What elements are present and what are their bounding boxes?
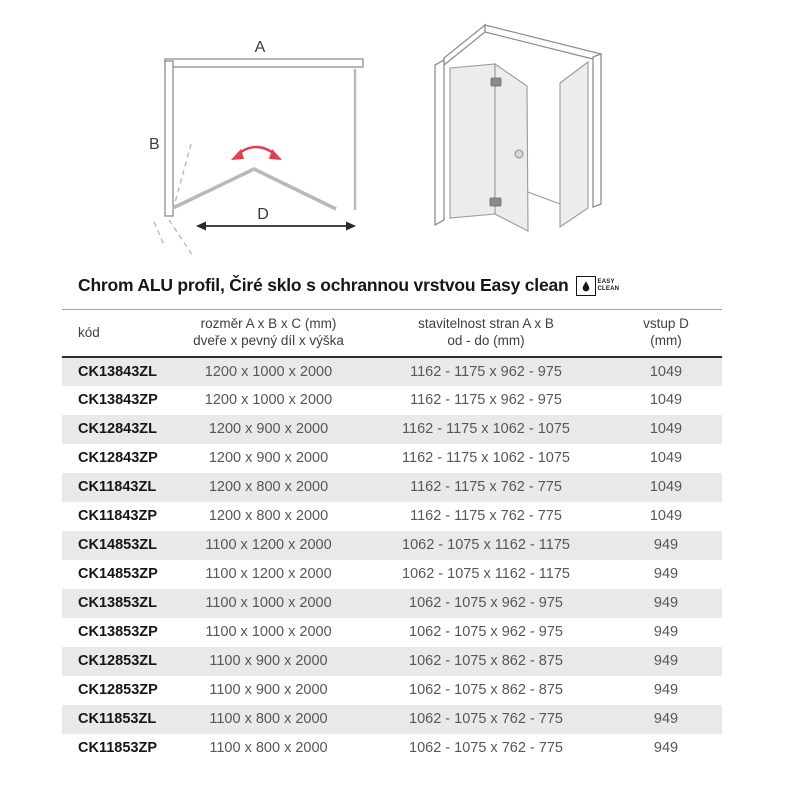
adjustability-range: 1162 - 1175 x 762 - 775 — [410, 479, 562, 496]
adjustability-range: 1162 - 1175 x 762 - 775 — [410, 508, 562, 525]
product-code: CK11843ZP — [78, 508, 157, 525]
easy-clean-label — [598, 279, 620, 292]
dimensions-axbxc: 1200 x 1000 x 2000 — [204, 392, 333, 409]
table-row — [62, 444, 722, 473]
easy-clean-label-line2: CLEAN — [597, 285, 620, 292]
dimension-label-d: D — [257, 206, 269, 223]
adjustability-range: 1062 - 1075 x 862 - 875 — [409, 682, 563, 699]
dimensions-axbxc: 1100 x 900 x 2000 — [209, 653, 328, 670]
column-header-kod-label: kód — [78, 324, 100, 340]
entry-width-d: 1049 — [649, 450, 683, 467]
entry-width-d: 949 — [653, 595, 679, 612]
page-title: Chrom ALU profil, Čiré sklo s ochrannou vrstvou Easy clean — [78, 275, 569, 295]
adjustability-range: 1062 - 1075 x 962 - 975 — [409, 595, 563, 612]
entry-width-d: 949 — [653, 537, 679, 554]
table-row — [62, 473, 722, 502]
table-row — [62, 502, 722, 531]
door-knob-icon — [515, 150, 523, 158]
wall-a-profile — [165, 59, 363, 67]
product-code: CK11843ZL — [78, 479, 157, 496]
entry-width-d: 1049 — [649, 479, 683, 496]
product-code: CK12853ZL — [78, 653, 157, 670]
hinge-top-icon — [491, 78, 501, 86]
column-header-vstup-sub: (mm) — [650, 333, 682, 349]
iso3d-svg — [400, 8, 685, 258]
dimensions-axbxc: 1200 x 1000 x 2000 — [204, 363, 333, 380]
table-row — [62, 560, 722, 589]
spec-table-element — [62, 309, 722, 763]
column-header-rozmer-sub: dveře x pevný díl x výška — [193, 333, 344, 349]
product-code: CK11853ZL — [78, 711, 157, 728]
dimensions-axbxc: 1100 x 1000 x 2000 — [205, 624, 332, 641]
floor-edge-line — [528, 192, 560, 204]
entry-width-d: 949 — [653, 740, 679, 757]
product-code: CK13843ZL — [78, 363, 157, 380]
table-row — [62, 618, 722, 647]
schematic-top-view — [145, 26, 375, 271]
adjustability-range: 1162 - 1175 x 962 - 975 — [410, 363, 562, 380]
table-row — [62, 531, 722, 560]
table-row — [62, 647, 722, 676]
column-header-rozmer-label: rozměr A x B x C (mm) — [200, 316, 337, 331]
product-code: CK12853ZP — [78, 682, 158, 699]
dimension-arrow-d — [196, 222, 356, 231]
entry-width-d: 949 — [653, 566, 679, 583]
left-wall-profile — [435, 60, 444, 225]
entry-width-d: 1049 — [649, 363, 683, 380]
adjustability-range: 1062 - 1075 x 762 - 775 — [409, 740, 563, 757]
table-row — [62, 676, 722, 705]
top-frame-left-arm — [444, 25, 485, 65]
left-glass-panel — [450, 64, 495, 218]
dimension-label-b: B — [149, 136, 160, 153]
swing-arrow-icon — [231, 147, 282, 160]
adjustability-range: 1062 - 1075 x 962 - 975 — [409, 624, 563, 641]
column-header-stavitelnost — [362, 310, 610, 357]
entry-width-d: 949 — [653, 711, 679, 728]
hinge-bottom-icon — [490, 198, 501, 206]
table-row — [62, 415, 722, 444]
dimensions-axbxc: 1100 x 900 x 2000 — [209, 682, 328, 699]
product-code: CK13853ZP — [78, 624, 158, 641]
dimensions-axbxc: 1100 x 800 x 2000 — [209, 740, 328, 757]
folding-door-lines — [173, 169, 336, 209]
adjustability-range: 1162 - 1175 x 1062 - 1075 — [402, 450, 570, 467]
adjustability-range: 1062 - 1075 x 1162 - 1175 — [402, 566, 570, 583]
product-code: CK13853ZL — [78, 595, 157, 612]
table-row — [62, 589, 722, 618]
spec-table — [62, 309, 722, 763]
product-code: CK12843ZP — [78, 450, 158, 467]
adjustability-range: 1162 - 1175 x 1062 - 1075 — [402, 421, 570, 438]
table-row — [62, 705, 722, 734]
dimensions-axbxc: 1100 x 1200 x 2000 — [205, 566, 332, 583]
adjustability-range: 1062 - 1075 x 1162 - 1175 — [402, 537, 570, 554]
schematic-svg — [145, 26, 375, 271]
dimension-label-a: A — [254, 39, 266, 56]
dimensions-axbxc: 1100 x 1200 x 2000 — [205, 537, 332, 554]
title-row — [78, 275, 619, 296]
entry-width-d: 949 — [653, 682, 679, 699]
dimensions-axbxc: 1200 x 900 x 2000 — [208, 421, 329, 438]
spec-table-header — [62, 310, 722, 357]
product-code: CK14853ZL — [78, 537, 157, 554]
product-code: CK12843ZL — [78, 421, 157, 438]
entry-width-d: 949 — [653, 653, 679, 670]
column-header-vstup-label: vstup D — [643, 316, 689, 331]
right-wall-profile — [593, 54, 601, 207]
product-code: CK13843ZP — [78, 392, 158, 409]
product-code: CK14853ZP — [78, 566, 158, 583]
product-code: CK11853ZP — [78, 740, 157, 757]
dimensions-axbxc: 1100 x 800 x 2000 — [209, 711, 328, 728]
adjustability-range: 1162 - 1175 x 962 - 975 — [410, 392, 562, 409]
column-header-vstup — [610, 310, 722, 357]
spec-table-body — [62, 357, 722, 763]
entry-width-d: 949 — [653, 624, 679, 641]
entry-width-d: 1049 — [649, 421, 683, 438]
easy-clean-label-line1: EASY — [597, 279, 615, 285]
column-header-kod — [62, 310, 175, 357]
easy-clean-badge — [576, 276, 620, 296]
column-header-stavitelnost-sub: od - do (mm) — [447, 333, 525, 349]
dimensions-axbxc: 1100 x 1000 x 2000 — [205, 595, 332, 612]
dimensions-axbxc: 1200 x 900 x 2000 — [208, 450, 329, 467]
dimensions-axbxc: 1200 x 800 x 2000 — [208, 479, 329, 496]
wall-b-profile — [165, 61, 173, 216]
adjustability-range: 1062 - 1075 x 762 - 775 — [409, 711, 563, 728]
entry-width-d: 1049 — [649, 508, 683, 525]
column-header-rozmer — [175, 310, 362, 357]
entry-width-d: 1049 — [649, 392, 683, 409]
right-glass-panel — [560, 62, 588, 227]
dimensions-axbxc: 1200 x 800 x 2000 — [208, 508, 329, 525]
table-row — [62, 386, 722, 415]
adjustability-range: 1062 - 1075 x 862 - 875 — [409, 653, 563, 670]
table-row — [62, 357, 722, 386]
column-header-stavitelnost-label: stavitelnost stran A x B — [418, 316, 554, 331]
shower-enclosure-3d-illustration — [400, 8, 685, 258]
table-row — [62, 734, 722, 763]
top-frame-right-arm — [485, 25, 601, 61]
water-drop-icon — [576, 276, 596, 296]
